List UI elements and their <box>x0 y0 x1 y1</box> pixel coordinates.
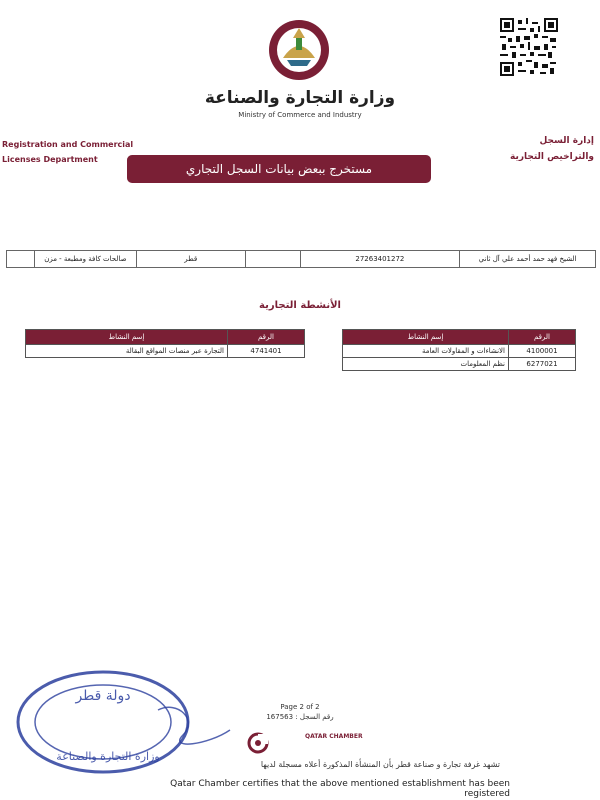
activity-code: 6277021 <box>509 358 576 371</box>
activities-table-right <box>342 329 576 371</box>
certification-english: Qatar Chamber certifies that the above mentioned establishment has been registered <box>170 779 510 799</box>
activity-code: 4100001 <box>509 345 576 358</box>
qr-code <box>500 18 558 76</box>
registration-info-row <box>6 250 596 268</box>
activity-name-header: إسم النشاط <box>26 330 228 345</box>
registration-serial: رقم السجل : 167563 <box>266 713 334 721</box>
page-number: Page 2 of 2 <box>280 703 320 711</box>
stamp-bottom-text: وزارة التجارة والصناعة <box>56 750 160 763</box>
code-header: الرقم <box>228 330 305 345</box>
department-line-2: Licenses Department <box>2 155 98 164</box>
stamp-top-text: دولة قطر <box>75 688 131 704</box>
department-line-1: Registration and Commercial <box>2 140 134 149</box>
blank-cell <box>7 251 34 267</box>
department-ar-line-2: والتراخيص التجارية <box>509 152 594 162</box>
id-number-cell: 27263401272 <box>300 251 459 267</box>
activity-code: 4741401 <box>228 345 305 358</box>
activities-table-left <box>25 329 305 358</box>
official-stamp <box>8 660 238 780</box>
department-name-arabic <box>470 133 594 165</box>
owner-name-cell: الشيخ فهد حمد أحمد علي آل ثاني <box>459 251 595 267</box>
department-ar-line-1: إدارة السجل <box>539 136 594 146</box>
table-row <box>343 345 576 358</box>
nationality-cell: قطر <box>136 251 245 267</box>
activity-name: الانشاءات و المقاولات العامة <box>343 345 509 358</box>
certification-arabic: تشهد غرفة تجارة و صناعة قطر بأن المنشأة المذكورة أعلاه مسجلة لديها <box>260 760 500 769</box>
activity-name: نظم المعلومات <box>343 358 509 371</box>
activity-name-header: إسم النشاط <box>343 330 509 345</box>
table-row <box>26 345 305 358</box>
activity-name: التجارة عبر منصات المواقع البقالة <box>26 345 228 358</box>
page-info <box>240 702 360 722</box>
chamber-name: QATAR CHAMBER <box>305 733 363 740</box>
code-header: الرقم <box>509 330 576 345</box>
table-row <box>343 358 576 371</box>
activities-heading: الأنشطة التجارية <box>259 300 341 311</box>
ministry-name-arabic: وزارة التجارة والصناعة <box>204 88 396 108</box>
empty-cell <box>245 251 300 267</box>
department-name-english <box>2 137 142 167</box>
state-emblem-icon <box>263 14 335 84</box>
document-title: مستخرج ببعض بيانات السجل التجاري <box>127 155 431 183</box>
ministry-name-english: Ministry of Commerce and Industry <box>238 111 362 119</box>
business-name-cell: صالحات كافة ومطبعة - مزن <box>34 251 136 267</box>
